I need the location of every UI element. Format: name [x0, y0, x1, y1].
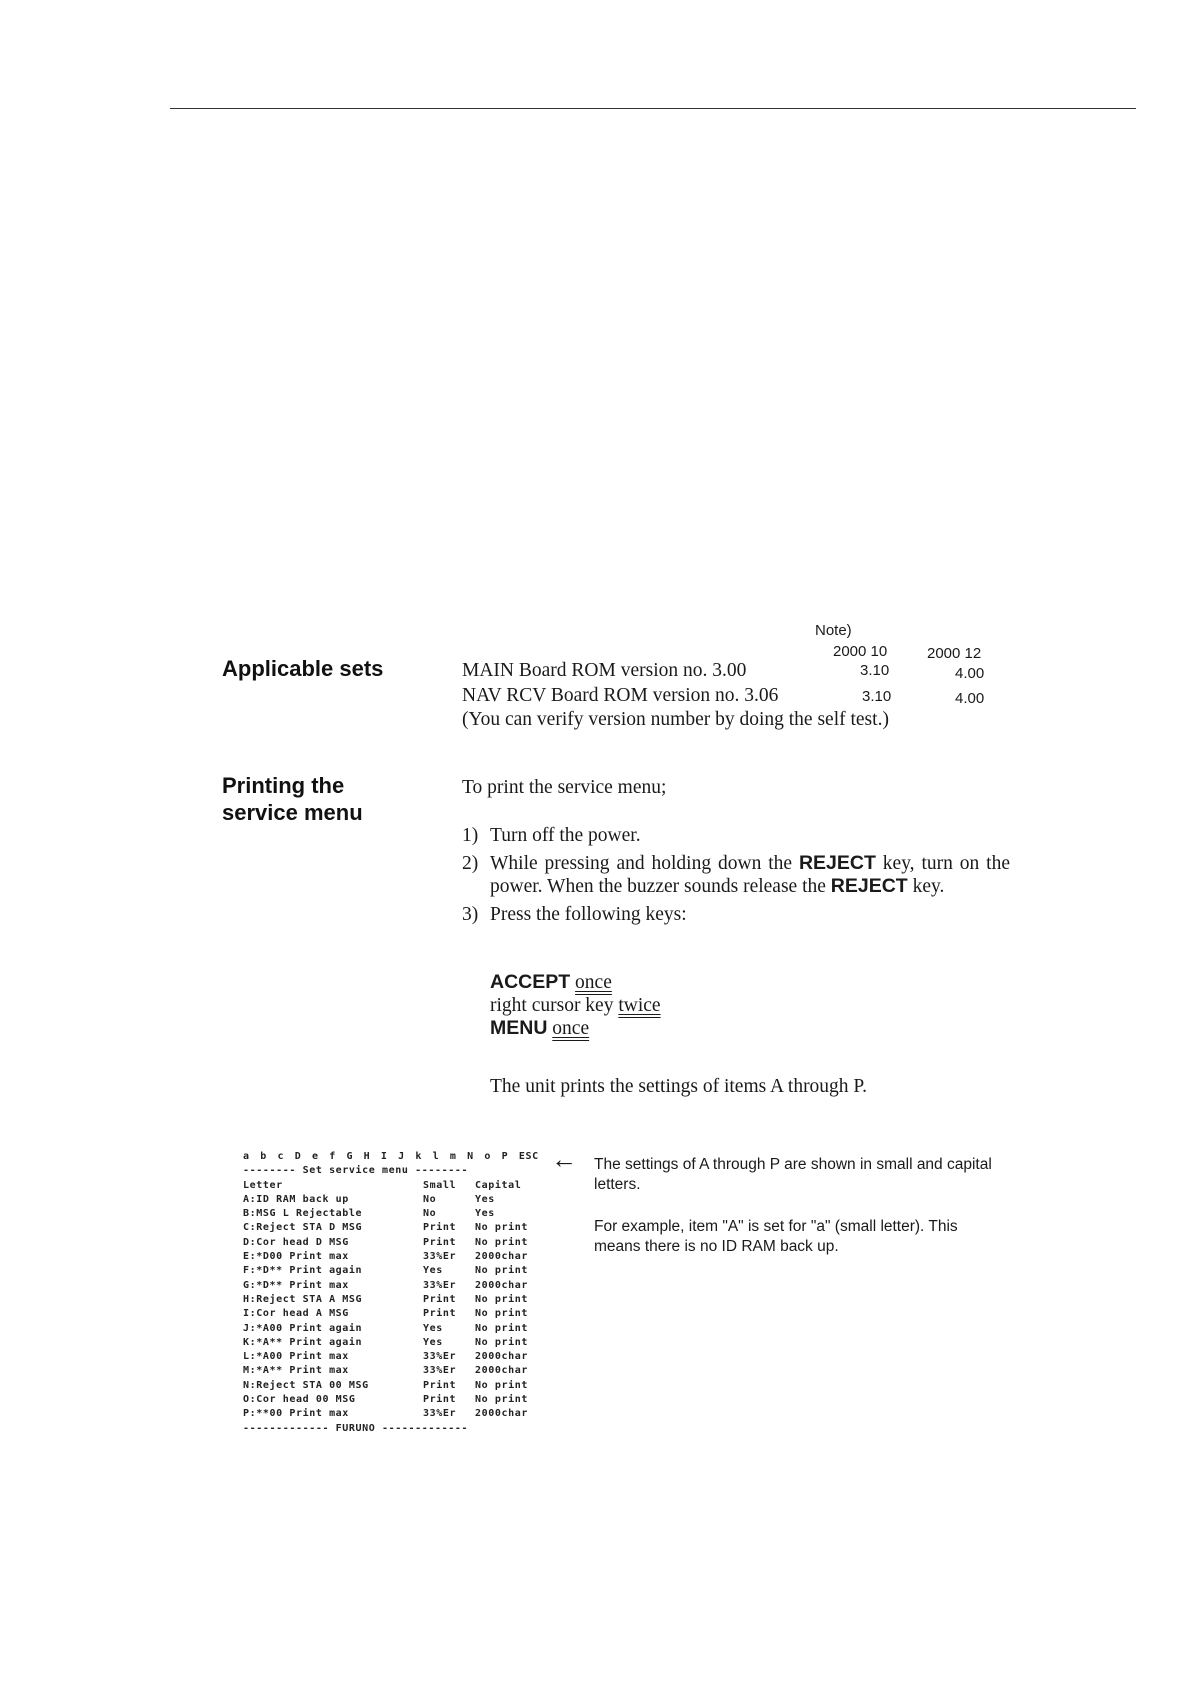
printout-row-item: I:Cor head A MSG — [243, 1308, 349, 1320]
printout-row-capital: No print — [475, 1394, 528, 1406]
printout-header-letter: Letter — [243, 1179, 283, 1191]
printout-row-small: Print — [423, 1379, 457, 1391]
key-menu-line — [490, 1017, 661, 1040]
version-row-main-v2: 4.00 — [955, 665, 985, 682]
printout-letters-line: a b c D e f G H I J k l m N o P ESC — [243, 1151, 539, 1162]
printout-row-item: A:ID RAM back up — [243, 1193, 349, 1205]
version-row-nav-v1: 3.10 — [862, 688, 892, 705]
printout-row — [243, 1193, 553, 1207]
printout-header-small: Small — [423, 1179, 457, 1191]
step-2 — [462, 852, 1010, 898]
printout-row-capital: No print — [475, 1265, 528, 1277]
version-row-main-v1: 3.10 — [860, 662, 890, 679]
printout-row-small: Print — [423, 1308, 457, 1320]
procedure-intro: To print the service menu; — [462, 777, 667, 798]
printout-row — [243, 1336, 553, 1350]
date-col1: 2000 10 — [833, 643, 888, 660]
printout-row-item: C:Reject STA D MSG — [243, 1222, 363, 1234]
step-1 — [462, 824, 1010, 847]
printout-row-capital: 2000char — [475, 1251, 528, 1263]
annotation-caption-2: For example, item "A" is set for "a" (small letter). This means there is no ID RAM back up. — [594, 1218, 958, 1255]
printout-row-small: Print — [423, 1293, 457, 1305]
note-label: Note) — [815, 622, 852, 639]
printout-row-item: M:*A** Print max — [243, 1365, 349, 1377]
printout-row — [243, 1221, 553, 1235]
step-2-number: 2) — [462, 853, 479, 874]
left-arrow-icon: ← — [551, 1144, 577, 1174]
printing-heading-line2: service menu — [222, 800, 363, 825]
printout-row-small: Print — [423, 1222, 457, 1234]
printout-row-capital: No print — [475, 1222, 528, 1234]
version-row-main-label: MAIN Board ROM version no. 3.00 — [462, 660, 747, 681]
menu-key-label: MENU — [490, 1017, 548, 1039]
step-1-text: Turn off the power. — [490, 825, 641, 846]
printout-row-small: No — [423, 1208, 437, 1220]
printout-row-small: Yes — [423, 1265, 443, 1277]
step-2-post: key. — [907, 876, 945, 897]
cursor-key-label: right cursor key — [490, 995, 619, 1016]
printout-row-small: 33%Er — [423, 1351, 457, 1363]
printout-row-capital: No print — [475, 1236, 528, 1248]
printout-row-capital: 2000char — [475, 1279, 528, 1291]
reject-key-label-2: REJECT — [830, 875, 908, 897]
printout-row — [243, 1407, 553, 1421]
key-cursor-line — [490, 994, 661, 1017]
printout-row-capital: 2000char — [475, 1351, 528, 1363]
printout-row — [243, 1207, 553, 1221]
printout-row-item: L:*A00 Print max — [243, 1351, 349, 1363]
printout-row-small: 33%Er — [423, 1251, 457, 1263]
step-2-pre: While pressing and holding down the — [490, 853, 799, 874]
printout-row — [243, 1350, 553, 1364]
version-verify-note: (You can verify version number by doing the self test.) — [462, 709, 889, 730]
printout-footer-line: ------------- FURUNO ------------- — [243, 1422, 469, 1434]
printout-row-capital: Yes — [475, 1193, 495, 1205]
printout-row — [243, 1293, 553, 1307]
printout-row — [243, 1379, 553, 1393]
printout-row-small: 33%Er — [423, 1279, 457, 1291]
printout-row-capital: No print — [475, 1308, 528, 1320]
printout-row — [243, 1250, 553, 1264]
header-rule — [170, 108, 1136, 109]
printout-rows — [243, 1193, 553, 1422]
printout-row — [243, 1307, 553, 1321]
applicable-sets-heading: Applicable sets — [222, 656, 384, 681]
printout-row — [243, 1264, 553, 1278]
printout-row-small: 33%Er — [423, 1365, 457, 1377]
printout-row-item: E:*D00 Print max — [243, 1251, 349, 1263]
menu-count: once — [552, 1018, 590, 1039]
accept-key-label: ACCEPT — [490, 971, 571, 993]
printout-row — [243, 1364, 553, 1378]
printout-row-small: 33%Er — [423, 1408, 457, 1420]
printout-row-item: G:*D** Print max — [243, 1279, 349, 1291]
printout-header-capital: Capital — [475, 1179, 522, 1191]
printout-row-capital: No print — [475, 1322, 528, 1334]
version-row-nav-v2: 4.00 — [955, 690, 985, 707]
printout-row-capital: No print — [475, 1293, 528, 1305]
printout-row-item: K:*A** Print again — [243, 1336, 363, 1348]
printout-row-item: P:**00 Print max — [243, 1408, 349, 1420]
printing-heading-line1: Printing the — [222, 773, 345, 798]
printout-row — [243, 1393, 553, 1407]
printout-row-item: O:Cor head 00 MSG — [243, 1394, 356, 1406]
cursor-count: twice — [618, 995, 661, 1016]
printing-heading — [222, 772, 363, 826]
key-sequence — [490, 971, 661, 1040]
printout-row — [243, 1322, 553, 1336]
printout-row-item: J:*A00 Print again — [243, 1322, 363, 1334]
printout-row-capital: No print — [475, 1336, 528, 1348]
key-accept-line — [490, 971, 661, 994]
printout-row-capital: 2000char — [475, 1365, 528, 1377]
annotation-caption-1: The settings of A through P are shown in small and capital letters. — [594, 1156, 992, 1193]
printout-row-small: Print — [423, 1394, 457, 1406]
printout-row-small: No — [423, 1193, 437, 1205]
procedure-steps — [462, 824, 1010, 926]
printout-row — [243, 1236, 553, 1250]
printout-row-capital: No print — [475, 1379, 528, 1391]
service-menu-printout — [243, 1150, 553, 1436]
printout-row-small: Yes — [423, 1322, 443, 1334]
procedure-result: The unit prints the settings of items A through P. — [490, 1076, 867, 1097]
printout-row-capital: 2000char — [475, 1408, 528, 1420]
printout-row-small: Yes — [423, 1336, 443, 1348]
step-3-text: Press the following keys: — [490, 904, 687, 925]
date-col2: 2000 12 — [927, 645, 982, 662]
printout-header — [243, 1179, 553, 1193]
step-3-number: 3) — [462, 904, 479, 925]
printout-row — [243, 1279, 553, 1293]
step-2-mid: key, turn on the power. When the buzzer sounds release the — [490, 853, 1010, 897]
printout-title-line: -------- Set service menu -------- — [243, 1165, 469, 1177]
printout-row-item: H:Reject STA A MSG — [243, 1293, 363, 1305]
printout-row-small: Print — [423, 1236, 457, 1248]
printout-row-capital: Yes — [475, 1208, 495, 1220]
printout-row-item: N:Reject STA 00 MSG — [243, 1379, 369, 1391]
accept-count: once — [575, 972, 612, 993]
step-3 — [462, 903, 1010, 926]
printout-row-item: D:Cor head D MSG — [243, 1236, 349, 1248]
version-row-nav-label: NAV RCV Board ROM version no. 3.06 — [462, 685, 779, 706]
reject-key-label: REJECT — [798, 852, 876, 874]
printout-row-item: B:MSG L Rejectable — [243, 1208, 363, 1220]
step-1-number: 1) — [462, 825, 479, 846]
printout-row-item: F:*D** Print again — [243, 1265, 363, 1277]
